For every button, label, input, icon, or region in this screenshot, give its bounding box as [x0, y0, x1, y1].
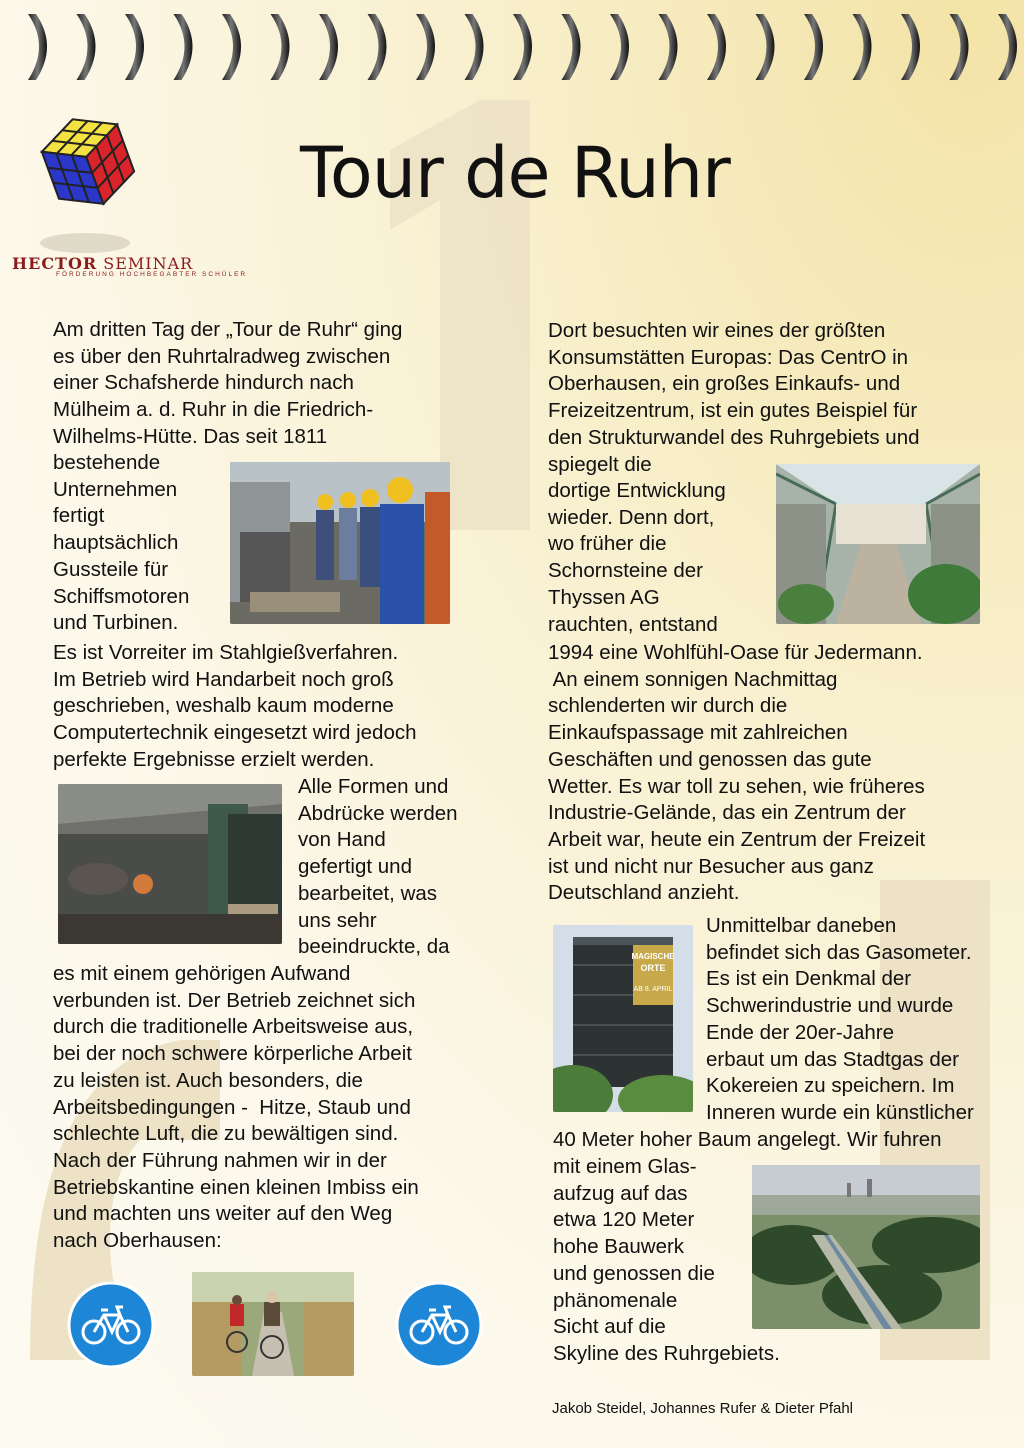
gasometer-sign-line2: ORTE [640, 963, 666, 973]
spiral-ring [368, 14, 387, 80]
text-line: Thyssen AG [548, 585, 660, 609]
text-line: Einkaufspassage mit zahlreichen [548, 721, 848, 745]
text-line: erbaut um das Stadtgas der [706, 1047, 959, 1071]
spiral-ring [901, 14, 920, 80]
page-title: Tour de Ruhr [300, 132, 730, 214]
text-line: Arbeitsbedingungen - Hitze, Staub und [53, 1095, 411, 1119]
spiral-ring [271, 14, 290, 80]
text-line: Deutschland anzieht. [548, 881, 740, 905]
spiral-ring [853, 14, 872, 80]
text-line: befindet sich das Gasometer. [706, 940, 972, 964]
text-line: es mit einem gehörigen Aufwand [53, 962, 351, 985]
text-line: Am dritten Tag der „Tour de Ruhr“ ging [53, 318, 403, 341]
text-line: dortige Entwicklung [548, 479, 726, 502]
text-line: aufzug auf das [553, 1181, 688, 1205]
text-line: hauptsächlich [53, 531, 179, 555]
centro-mall-photo [776, 464, 980, 624]
right-paragraph-3-indented [706, 913, 974, 1127]
text-line: phänomenale [553, 1288, 678, 1312]
left-paragraph-2 [53, 640, 417, 774]
spiral-ring [174, 14, 193, 80]
spiral-ring [319, 14, 338, 80]
text-line: Oberhausen, ein großes Einkaufs- und [548, 372, 901, 396]
gasometer-sign-line3: AB 8. APRIL [633, 986, 673, 993]
spiral-ring [707, 14, 726, 80]
spiral-ring [610, 14, 629, 80]
text-line: Geschäften und genossen das gute [548, 747, 872, 771]
text-line: Abdrücke werden [298, 801, 458, 825]
text-line: rauchten, entstand [548, 612, 718, 636]
text-line: es über den Ruhrtalradweg zwischen [53, 344, 391, 368]
text-line: Es ist ein Denkmal der [706, 967, 912, 991]
right-paragraph-3 [553, 1127, 942, 1154]
text-line: Ende der 20er-Jahre [706, 1020, 895, 1044]
spiral-ring [125, 14, 144, 80]
logo-subtitle: FÖRDERUNG HOCHBEGABTER SCHÜLER [56, 271, 248, 278]
right-paragraph-2 [548, 640, 925, 907]
text-line: Betriebskantine einen kleinen Imbiss ein [53, 1175, 419, 1199]
factory-tour-photo [230, 462, 450, 624]
text-line: perfekte Ergebnisse erzielt werden. [53, 747, 375, 771]
text-line: 1994 eine Wohlfühl-Oase für Jedermann. [548, 641, 923, 664]
text-line: den Strukturwandel des Ruhrgebiets und [548, 425, 920, 449]
text-line: zu leisten ist. Auch besonders, die [53, 1068, 363, 1092]
text-line: und Turbinen. [53, 611, 179, 635]
logo-brand: HECTOR SEMINAR [12, 254, 194, 273]
text-line: schlechte Luft, die zu bewältigen sind. [53, 1122, 399, 1146]
gasometer-sign-line1: MAGISCHE [631, 952, 675, 961]
spiral-binding [18, 8, 1018, 86]
text-line: Dort besuchten wir eines der größten [548, 319, 886, 342]
right-paragraph-1 [548, 318, 920, 478]
text-line: bearbeitet, was [298, 881, 438, 905]
spiral-ring [950, 14, 969, 80]
text-line: durch die traditionelle Arbeitsweise aus, [53, 1015, 414, 1039]
text-line: Es ist Vorreiter im Stahlgießverfahren. [53, 641, 399, 664]
text-line: uns sehr [298, 908, 377, 932]
spiral-ring [562, 14, 581, 80]
text-line: Nach der Führung nahmen wir in der [53, 1148, 387, 1172]
text-line: An einem sonnigen Nachmittag [548, 667, 838, 691]
text-line: von Hand [298, 828, 386, 852]
text-line: Schiffsmotoren [53, 584, 190, 608]
text-line: Wilhelms-Hütte. Das seit 1811 [53, 424, 328, 448]
text-line: ist und nicht nur Besucher aus ganz [548, 854, 874, 878]
text-line: Schwerindustrie und wurde [706, 994, 954, 1018]
left-paragraph-1-narrow [53, 450, 189, 637]
text-line: verbunden ist. Der Betrieb zeichnet sich [53, 988, 416, 1012]
spiral-ring [756, 14, 775, 80]
text-line: Konsumstätten Europas: Das CentrO in [548, 345, 909, 369]
text-line: hohe Bauwerk [553, 1235, 685, 1259]
spiral-ring [998, 14, 1017, 80]
text-line: gefertigt und [298, 855, 412, 879]
spiral-ring [465, 14, 484, 80]
text-line: beeindruckte, da [298, 935, 450, 959]
text-line: 40 Meter hoher Baum angelegt. Wir fuhren [553, 1128, 942, 1151]
text-line: wo früher die [548, 532, 667, 556]
text-line: Skyline des Ruhrgebiets. [553, 1341, 780, 1365]
text-line: Wetter. Es war toll zu sehen, wie früheres [548, 774, 925, 798]
left-paragraph-1 [53, 317, 402, 451]
text-line: Mülheim a. d. Ruhr in die Friedrich- [53, 398, 374, 422]
text-line: nach Oberhausen: [53, 1229, 222, 1253]
text-line: Inneren wurde ein künstlicher [706, 1100, 974, 1124]
text-line: mit einem Glas- [553, 1155, 697, 1178]
text-line: spiegelt die [548, 452, 652, 476]
text-line: einer Schafsherde hindurch nach [53, 371, 354, 395]
left-paragraph-2-indented [298, 774, 458, 961]
text-line: Unmittelbar daneben [706, 914, 897, 937]
rubiks-cube-logo-icon [30, 108, 140, 258]
text-line: Sicht auf die [553, 1315, 666, 1339]
spiral-ring [804, 14, 823, 80]
text-line: Industrie-Gelände, das ein Zentrum der [548, 801, 906, 825]
text-line: bestehende [53, 451, 161, 474]
text-line: fertigt [53, 504, 105, 528]
right-paragraph-3-narrow [553, 1154, 780, 1368]
text-line: und machten uns weiter auf den Weg [53, 1202, 393, 1226]
text-line: Kokereien zu speichern. Im [706, 1074, 955, 1098]
text-line: und genossen die [553, 1261, 715, 1285]
cyclists-photo [192, 1272, 354, 1376]
gasometer-photo [553, 925, 693, 1112]
text-line: Unternehmen [53, 477, 178, 501]
text-line: etwa 120 Meter [553, 1208, 695, 1232]
authors-credit: Jakob Steidel, Johannes Rufer & Dieter Pfahl [552, 1400, 854, 1417]
spiral-ring [416, 14, 435, 80]
text-line: Im Betrieb wird Handarbeit noch groß [53, 667, 394, 691]
text-line: Gussteile für [53, 557, 169, 581]
text-line: geschrieben, weshalb kaum moderne [53, 694, 394, 718]
text-line: bei der noch schwere körperliche Arbeit [53, 1042, 412, 1066]
text-line: Alle Formen und [298, 775, 449, 798]
spiral-ring [222, 14, 241, 80]
spiral-ring [77, 14, 96, 80]
aerial-skyline-photo [752, 1165, 980, 1329]
left-paragraph-3 [53, 961, 419, 1255]
spiral-ring [28, 14, 47, 80]
bicycle-sign-icon [394, 1280, 484, 1370]
text-line: wieder. Denn dort, [548, 505, 715, 529]
spiral-ring [513, 14, 532, 80]
text-line: Arbeit war, heute ein Zentrum der Freizeit [548, 827, 926, 851]
bicycle-sign-icon [66, 1280, 156, 1370]
right-paragraph-1-narrow [548, 478, 726, 638]
text-line: Computertechnik eingesetzt wird jedoch [53, 721, 417, 745]
text-line: schlenderten wir durch die [548, 694, 788, 718]
spiral-ring [659, 14, 678, 80]
foundry-photo [58, 784, 282, 944]
text-line: Freizeitzentrum, ist ein gutes Beispiel für [548, 399, 918, 423]
text-line: Schornsteine der [548, 559, 703, 583]
